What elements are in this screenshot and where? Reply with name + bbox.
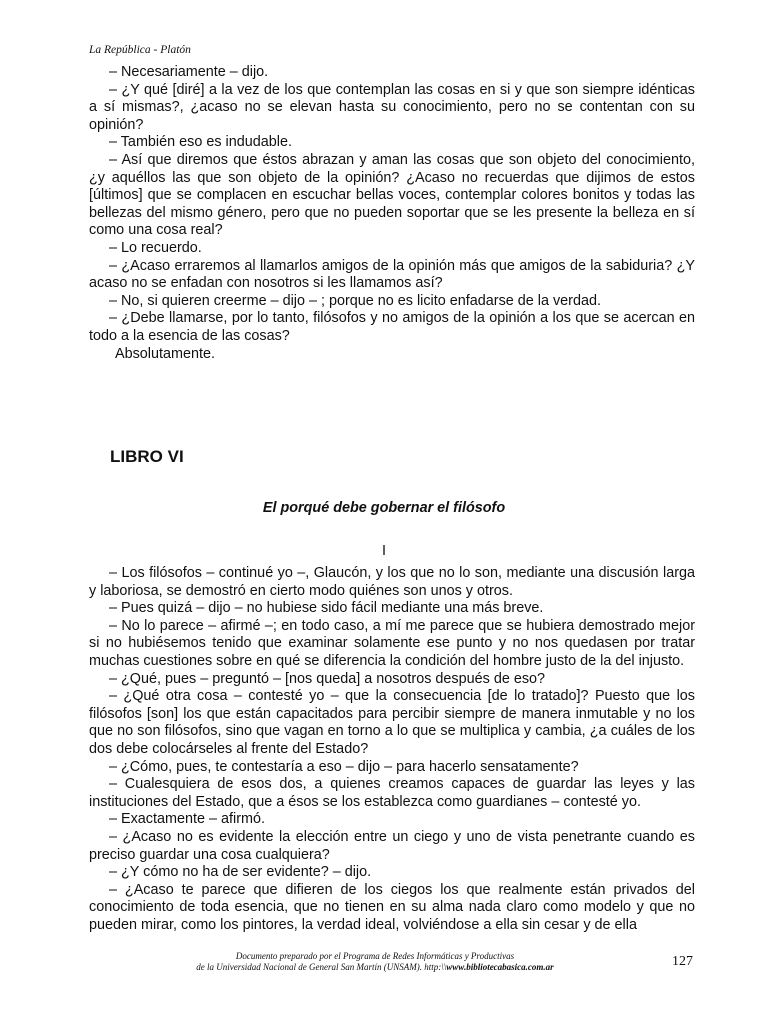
dialogue-line: – ¿Acaso erraremos al llamarlos amigos de la opinión más que amigos de la sabiduria? ¿Y acaso no se enfadan con nosotros si les llamamos así? bbox=[89, 257, 695, 292]
page-number: 127 bbox=[672, 954, 693, 969]
dialogue-line: – ¿Y qué [diré] a la vez de los que contemplan las cosas en si y que son siempre idénticas a sí mismas?, ¿acaso no se elevan hasta su conocimiento, pero no se contentan con su opinión? bbox=[89, 81, 695, 133]
chapter-title: El porqué debe gobernar el filósofo bbox=[262, 500, 506, 516]
dialogue-line: – No, si quieren creerme – dijo – ; porque no es licito enfadarse de la verdad. bbox=[109, 292, 601, 309]
dialogue-line: – ¿Acaso te parece que difieren de los ciegos los que realmente están privados del conocimiento de toda esencia, que no tienen en su alma nada claro como modelo y que no pueden mirar, como los pintores, la verdad ideal, volviéndose a ella sin cesar y de ella bbox=[89, 881, 695, 933]
dialogue-line: – Exactamente – afirmó. bbox=[109, 811, 265, 828]
dialogue-line: – Necesariamente – dijo. bbox=[109, 64, 269, 80]
dialogue-line: – ¿Y cómo no ha de ser evidente? – dijo. bbox=[109, 864, 372, 881]
dialogue-line: – ¿Debe llamarse, por lo tanto, filósofos y no amigos de la opinión a los que se acercan en todo a la esencia de las cosas? bbox=[89, 310, 695, 344]
dialogue-line: – Los filósofos – continué yo –, Glaucón, y los que no lo son, mediante una discusión larga y laboriosa, se demostró en cierto modo quiénes son unos y otros. bbox=[89, 565, 695, 599]
dialogue-line: Absolutamente. bbox=[115, 345, 215, 362]
dialogue-block-end-of-book-v bbox=[89, 64, 695, 363]
footer-website-link[interactable]: www.bibliotecabasica.com.ar bbox=[446, 962, 554, 972]
dialogue-block-book-vi bbox=[89, 565, 695, 934]
dialogue-line: – Lo recuerdo. bbox=[109, 239, 202, 256]
running-header: La República - Platón bbox=[89, 44, 191, 56]
dialogue-line: – ¿Acaso no es evidente la elección entre un ciego y uno de vista penetrante cuando es preciso guardar una cosa cualquiera? bbox=[89, 828, 695, 863]
dialogue-line: – También eso es indudable. bbox=[109, 134, 292, 151]
footer-line-2 bbox=[150, 962, 600, 973]
dialogue-line: – ¿Qué, pues – preguntó – [nos queda] a nosotros después de eso? bbox=[109, 670, 546, 687]
dialogue-line: – ¿Cómo, pues, te contestaría a eso – dijo – para hacerlo sensatamente? bbox=[109, 758, 579, 775]
dialogue-line: – Pues quizá – dijo – no hubiese sido fácil mediante una más breve. bbox=[109, 600, 544, 617]
footer-credit bbox=[150, 951, 600, 973]
dialogue-line: – No lo parece – afirmé –; en todo caso, a mí me parece que se hubiera demostrado mejor si no hubiésemos tenido que examinar solamente ese punto y no nos quedasen por tratar muchas cuestiones sobre en qué se diferencia la condición del hombre justo de la del injusto. bbox=[89, 617, 695, 669]
dialogue-line: – Cualesquiera de esos dos, a quienes creamos capaces de guardar las leyes y las instituciones del Estado, que a ésos se los establezca como guardianes – contesté yo. bbox=[89, 776, 695, 810]
dialogue-line: – ¿Qué otra cosa – contesté yo – que la consecuencia [de lo tratado]? Puesto que los filósofos [son] los que están capacitados para percibir siempre de manera inmutable y no los que no son filósofos, sino que vagan en torno a lo que se multiplica y cambia, ¿a cuáles de los dos debe colocárseles al frente del Estado? bbox=[89, 688, 695, 757]
footer-institution: de la Universidad Nacional de General San Martín (UNSAM). http:\\ bbox=[196, 962, 447, 972]
dialogue-line: – Así que diremos que éstos abrazan y aman las cosas que son objeto del conocimiento, ¿y aquéllos las que son objeto de la opinión? ¿Acaso no recuerdas que dijimos de estos [últimos] que se complacen en escuchar bellas voces, contemplar colores bonitos y todas las bellezas del mismo género, pero que no pueden soportar que se les presente la belleza en sí como una cosa real? bbox=[89, 151, 695, 239]
section-number: I bbox=[382, 543, 386, 559]
book-title: LIBRO VI bbox=[110, 447, 184, 466]
footer-line-1: Documento preparado por el Programa de Redes Informáticas y Productivas bbox=[235, 951, 515, 961]
